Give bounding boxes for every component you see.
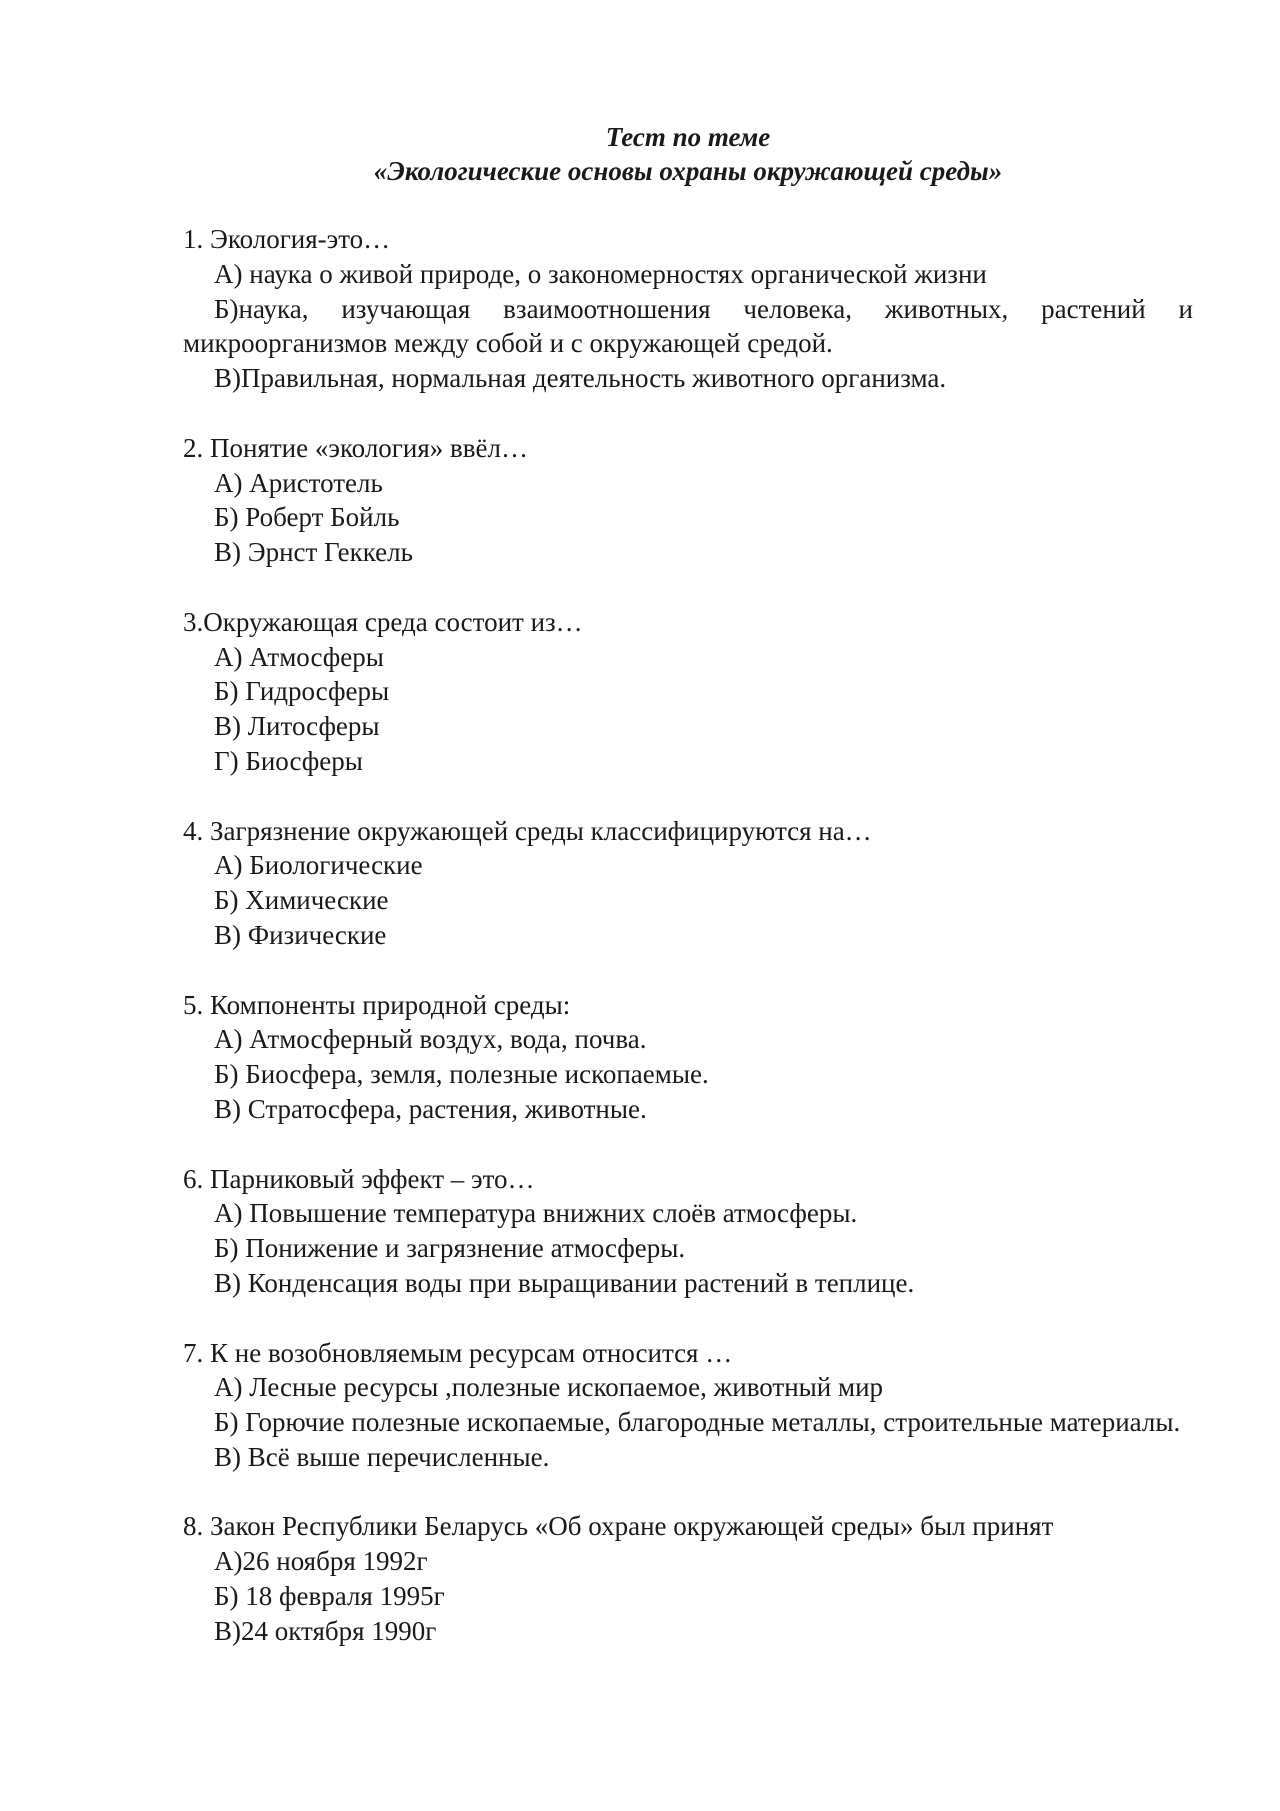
- question-text: 1. Экология-это…: [183, 224, 391, 254]
- answer-option: Б) 18 февраля 1995г: [214, 1581, 445, 1612]
- question-text: 8. Закон Республики Беларусь «Об охране окружающей среды» был принят: [183, 1511, 1054, 1542]
- title-line-1: Тест по теме: [605, 122, 771, 152]
- answer-option: Б) Биосфера, земля, полезные ископаемые.: [214, 1059, 709, 1090]
- question-1: [183, 222, 1193, 396]
- answer-option: Б) Химические: [214, 885, 389, 916]
- answer-option: А) Атмосферный воздух, вода, почва.: [214, 1024, 647, 1055]
- answer-option: В) Физические: [214, 919, 387, 950]
- answer-option: Б) Понижение и загрязнение атмосферы.: [214, 1233, 686, 1264]
- question-text: 3.Окружающая среда состоит из…: [183, 606, 583, 637]
- title-line-2: «Экологические основы охраны окружающей среды»: [373, 156, 1003, 186]
- answer-option: В) Стратосфера, растения, животные.: [214, 1093, 647, 1124]
- question-text: 6. Парниковый эффект – это…: [183, 1163, 535, 1194]
- answer-option: А) наука о живой природе, о закономерностях органической жизни: [214, 258, 987, 289]
- answer-option: Б)наука, изучающая взаимоотношения человека, животных, растений и микроорганизмов между собой и с окружающей средой.: [183, 293, 1193, 359]
- answer-option: В) Конденсация воды при выращивании растений в теплице.: [214, 1267, 915, 1298]
- answer-option: В) Литосферы: [214, 711, 380, 742]
- answer-option: Б) Роберт Бойль: [214, 502, 400, 533]
- question-6: [183, 1162, 1193, 1301]
- answer-option: В)24 октября 1990г: [214, 1615, 437, 1646]
- answer-option: Г) Биосферы: [214, 745, 363, 776]
- question-text: 2. Понятие «экология» ввёл…: [183, 432, 528, 463]
- answer-option: А) Лесные ресурсы ,полезные ископаемое, животный мир: [214, 1372, 884, 1403]
- question-7: [183, 1336, 1193, 1475]
- answer-option: А) Атмосферы: [214, 641, 384, 672]
- answer-option: В) Всё выше перечисленные.: [214, 1441, 550, 1472]
- document-page: [183, 120, 1193, 1683]
- answer-option: А) Повышение температура внижних слоёв атмосферы.: [214, 1198, 858, 1229]
- answer-option: Б) Гидросферы: [214, 676, 390, 707]
- answer-option: А) Биологические: [214, 850, 423, 881]
- answer-option: Б) Горючие полезные ископаемые, благородные металлы, строительные материалы.: [214, 1407, 1181, 1438]
- answer-option: В) Эрнст Геккель: [214, 537, 413, 568]
- question-5: [183, 988, 1193, 1127]
- question-text: 5. Компоненты природной среды:: [183, 989, 571, 1020]
- title-block: [183, 120, 1193, 188]
- question-2: [183, 431, 1193, 570]
- question-8: [183, 1509, 1193, 1648]
- question-3: [183, 605, 1193, 779]
- question-text: 4. Загрязнение окружающей среды классифицируются на…: [183, 815, 872, 846]
- answer-option: А) Аристотель: [214, 467, 383, 498]
- answer-option: В)Правильная, нормальная деятельность животного организма.: [214, 363, 947, 394]
- question-text: 7. К не возобновляемым ресурсам относится …: [183, 1337, 733, 1368]
- question-4: [183, 814, 1193, 953]
- answer-option: А)26 ноября 1992г: [214, 1546, 428, 1577]
